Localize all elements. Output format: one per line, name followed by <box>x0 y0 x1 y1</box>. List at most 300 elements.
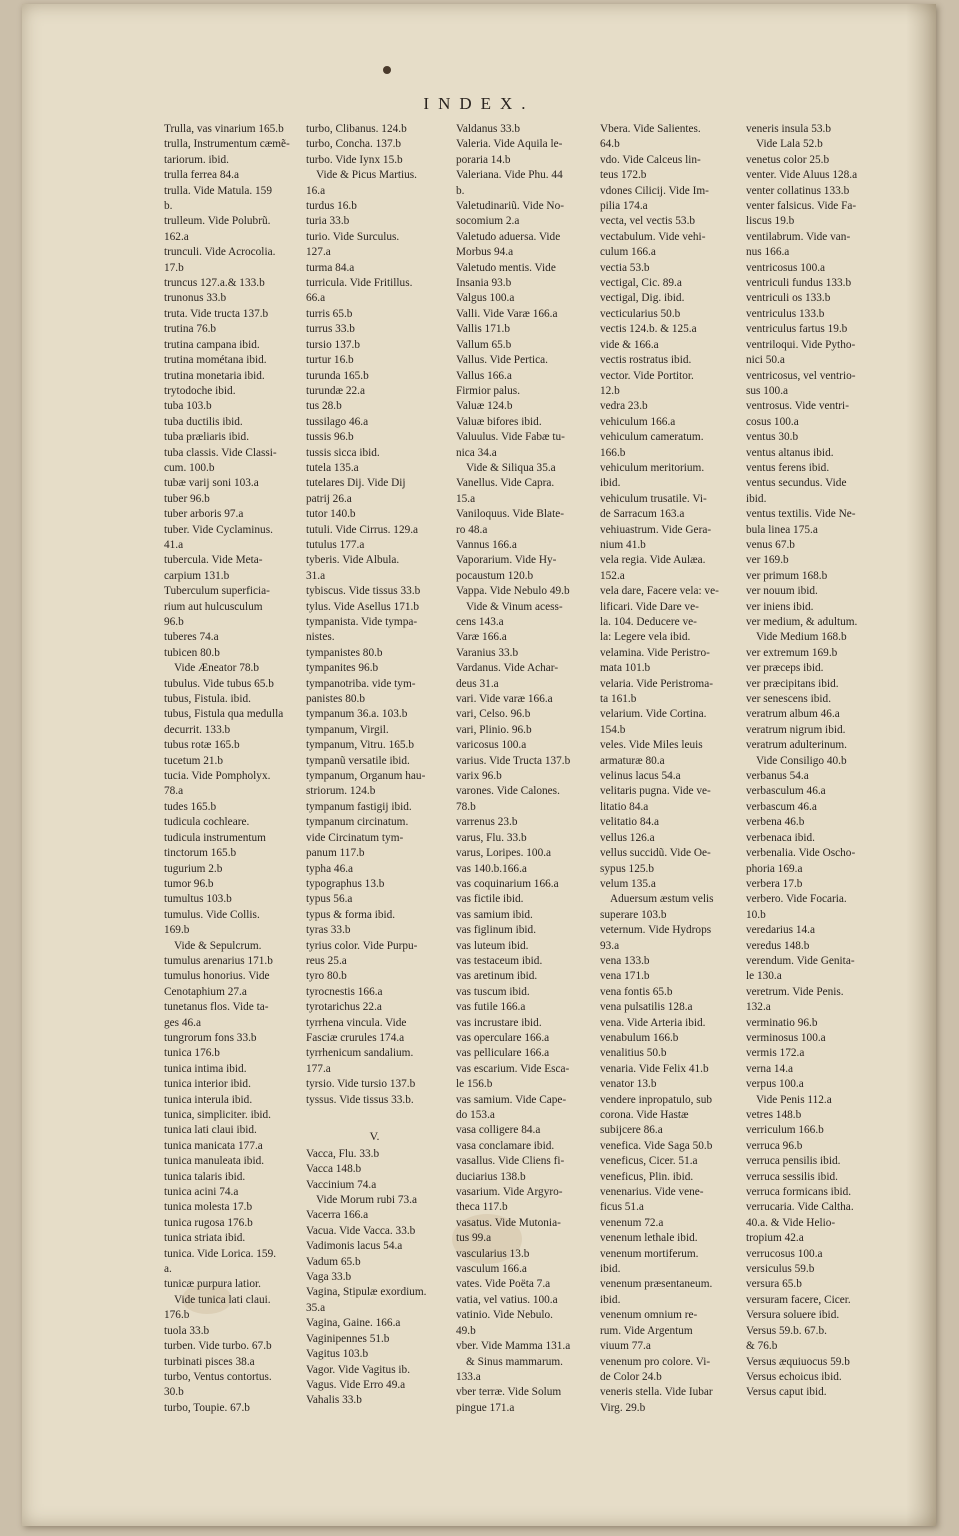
index-entry: veratrum album 46.a <box>746 708 840 721</box>
index-entry: tyssus. Vide tissus 33.b. <box>306 1093 414 1106</box>
index-entry: turben. Vide turbo. 67.b <box>164 1340 272 1353</box>
index-entry: vdones Cilicij. Vide Im- <box>600 184 709 197</box>
index-entry: ventriloqui. Vide Pytho- <box>746 338 856 351</box>
index-entry: pilia 174.a <box>600 200 648 213</box>
index-entry: ges 46.a <box>164 1016 202 1029</box>
index-entry: venenum mortiferum. <box>600 1247 699 1260</box>
index-entry: Vagor. Vide Vagitus ib. <box>306 1363 411 1376</box>
index-entry: tympanotriba. vide tym- <box>306 677 416 690</box>
index-entry: Vaccinium 74.a <box>306 1178 377 1191</box>
index-entry: Vide Medium 168.b <box>756 631 847 644</box>
index-entry: vendere inpropatulo, sub <box>600 1093 712 1106</box>
index-entry: superare 103.b <box>600 908 667 921</box>
index-entry: tympanum, Virgil. <box>306 723 389 736</box>
index-entry: venter. Vide Aluus 128.a <box>746 169 858 182</box>
index-entry: verbenaca ibid. <box>746 831 816 844</box>
index-entry: Vacua. Vide Vacca. 33.b <box>306 1224 416 1237</box>
index-entry: tunica striata ibid. <box>164 1232 246 1245</box>
index-entry: tuba ductilis ibid. <box>164 415 243 428</box>
index-entry: venenum omnium re- <box>600 1309 698 1322</box>
index-entry: Vacerra 166.a <box>306 1209 369 1222</box>
index-entry: varus, Loripes. 100.a <box>456 847 552 860</box>
index-entry: tunica talaris ibid. <box>164 1170 246 1183</box>
index-entry: ventriculi fundus 133.b <box>746 277 852 290</box>
index-entry: vectigal, Cic. 89.a <box>600 277 682 290</box>
index-entry: turbo, Clibanus. 124.b <box>306 123 407 135</box>
index-entry: ventriculus fartus 19.b <box>746 323 848 336</box>
index-entry: ventilabrum. Vide van- <box>746 230 851 243</box>
index-entry: nica 34.a <box>456 446 497 459</box>
index-entry: Vaporarium. Vide Hy- <box>456 554 557 567</box>
index-entry: vasculum 166.a <box>456 1263 527 1276</box>
index-entry: 176.b <box>164 1309 190 1322</box>
index-entry: tumulus. Vide Collis. <box>164 908 260 921</box>
index-entry: tybiscus. Vide tissus 33.b <box>306 585 421 598</box>
index-entry: tunicæ purpura latior. <box>164 1278 261 1291</box>
index-entry: tuba præliaris ibid. <box>164 431 250 444</box>
index-entry: venenum 72.a <box>600 1216 664 1229</box>
index-entry: tubus rotæ 165.b <box>164 739 240 752</box>
index-entry: tyrrhena vincula. Vide <box>306 1016 407 1029</box>
index-entry: typha 46.a <box>306 862 354 875</box>
index-entry: ta 161.b <box>600 693 637 706</box>
index-entry: 152.a <box>600 569 625 582</box>
index-entry: tuberes 74.a <box>164 631 219 644</box>
index-entry: ventus ferens ibid. <box>746 461 830 474</box>
index-entry: Vide Penis 112.a <box>756 1093 832 1106</box>
index-entry: tutelares Dij. Vide Dij <box>306 477 406 490</box>
index-entry: la. 104. Deducere ve- <box>600 616 697 628</box>
index-entry: tuber. Vide Cyclaminus. <box>164 523 273 536</box>
index-entry: Vbera. Vide Salientes. <box>600 123 701 135</box>
index-entry: 78.b <box>456 800 476 813</box>
index-entry: vatinio. Vide Nebulo. <box>456 1309 554 1322</box>
index-entry: decurrit. 133.b <box>164 723 231 736</box>
index-entry: striorum. 124.b <box>306 785 376 798</box>
index-entry: vas samium ibid. <box>456 908 533 921</box>
index-entry: b. <box>164 200 173 213</box>
index-entry: verbena 46.b <box>746 816 805 829</box>
index-entry: tungrorum fons 33.b <box>164 1031 257 1044</box>
index-entry: vela regia. Vide Aulæa. <box>600 554 706 567</box>
index-entry: ventus 30.b <box>746 431 799 444</box>
index-entry <box>306 1108 443 1123</box>
index-entry: nistes. <box>306 631 335 644</box>
index-entry: Vacca 148.b <box>306 1163 362 1176</box>
index-entry: varicosus 100.a <box>456 739 527 752</box>
index-entry: pingue 171.a <box>456 1401 515 1414</box>
index-entry: veneficus, Plin. ibid. <box>600 1170 694 1183</box>
index-entry: 15.a <box>456 492 476 505</box>
index-entry: tutor 140.b <box>306 508 356 521</box>
index-entry: varrenus 23.b <box>456 816 518 829</box>
index-entry: vermis 172.a <box>746 1047 805 1060</box>
index-entry: tumulus arenarius 171.b <box>164 954 273 967</box>
index-entry: vas fictile ibid. <box>456 893 524 906</box>
index-entry: vber. Vide Mamma 131.a <box>456 1340 571 1353</box>
index-entry: vetres 148.b <box>746 1109 802 1121</box>
index-entry: 31.a <box>306 569 326 582</box>
index-entry: turia 33.b <box>306 215 350 228</box>
index-entry: verendum. Vide Genita- <box>746 954 855 967</box>
index-entry: vdo. Vide Calceus lin- <box>600 153 701 166</box>
index-entry: Vide Consiligo 40.b <box>756 754 847 767</box>
index-entry: trunculi. Vide Acrocolia. <box>164 246 276 259</box>
index-entry: venator 13.b <box>600 1078 657 1091</box>
index-entry: Vallis 171.b <box>456 323 510 336</box>
index-entry: venaria. Vide Felix 41.b <box>600 1062 709 1075</box>
index-entry: venenum præsentaneum. <box>600 1278 713 1291</box>
index-entry: verminatio 96.b <box>746 1016 818 1029</box>
index-column-5 <box>746 122 883 1399</box>
index-entry: vehiuastrum. Vide Gera- <box>600 523 712 536</box>
index-entry: tucia. Vide Pompholyx. <box>164 770 271 783</box>
section-letter: V. <box>369 1129 380 1144</box>
index-entry: do 153.a <box>456 1109 495 1121</box>
index-entry: vectigal, Dig. ibid. <box>600 292 685 305</box>
index-entry: Valetudo aduersa. Vide <box>456 230 561 243</box>
index-entry: velitaris pugna. Vide ve- <box>600 785 711 798</box>
index-entry: turdus 16.b <box>306 200 357 213</box>
index-entry: reus 25.a <box>306 954 347 967</box>
index-entry: lificari. Vide Dare ve- <box>600 600 699 613</box>
index-entry: tunica manicata 177.a <box>164 1139 263 1152</box>
index-entry: verbero. Vide Focaria. <box>746 893 847 906</box>
index-entry: corona. Vide Hastæ <box>600 1109 689 1121</box>
index-entry: panum 117.b <box>306 847 365 860</box>
index-entry: 93.a <box>600 939 620 952</box>
index-entry: versiculus 59.b <box>746 1263 815 1276</box>
index-entry: mata 101.b <box>600 662 651 675</box>
index-entry: Insania 93.b <box>456 277 512 290</box>
index-entry: tursio 137.b <box>306 338 360 351</box>
index-entry: Valeria. Vide Aquila le- <box>456 138 563 151</box>
index-entry: nici 50.a <box>746 354 785 367</box>
index-entry: vide & 166.a <box>600 338 659 351</box>
index-entry: turma 84.a <box>306 261 355 274</box>
index-entry: 30.b <box>164 1386 184 1399</box>
index-entry: vecta, vel vectis 53.b <box>600 215 696 228</box>
index-entry: tunica interula ibid. <box>164 1093 253 1106</box>
index-entry: venenum lethale ibid. <box>600 1232 698 1245</box>
index-entry: vela dare, Facere vela: ve- <box>600 585 719 598</box>
index-entry: tropium 42.a <box>746 1232 804 1245</box>
index-entry: le 156.b <box>456 1078 493 1091</box>
index-entry: Vide & Vinum acess- <box>466 600 563 613</box>
index-entry: tympanũ versatile ibid. <box>306 754 410 767</box>
index-entry: verna 14.a <box>746 1062 794 1075</box>
index-entry: armaturæ 80.a <box>600 754 665 767</box>
index-entry: 154.b <box>600 723 626 736</box>
index-entry: Versus caput ibid. <box>746 1386 827 1399</box>
index-entry: turunda 165.b <box>306 369 369 382</box>
index-entry: vasarium. Vide Argyro- <box>456 1186 563 1199</box>
index-entry: tympanites 96.b <box>306 662 379 675</box>
index-entry: Vallum 65.b <box>456 338 512 351</box>
index-entry: vectis 124.b. & 125.a <box>600 323 697 336</box>
index-entry: le 130.a <box>746 970 782 983</box>
index-entry: culum 166.a <box>600 246 656 259</box>
index-entry: tuber arboris 97.a <box>164 508 244 521</box>
index-entry: turris 65.b <box>306 307 353 320</box>
index-entry: verbenalia. Vide Oscho- <box>746 847 856 860</box>
index-entry: Varæ 166.a <box>456 631 507 644</box>
index-entry: Valuæ 124.b <box>456 400 513 413</box>
index-entry: tunica manuleata ibid. <box>164 1155 265 1168</box>
index-entry: cosus 100.a <box>746 415 799 428</box>
index-entry: Tuberculum superficia- <box>164 585 270 598</box>
index-entry: duciarius 138.b <box>456 1170 526 1183</box>
index-entry: verruca 96.b <box>746 1139 803 1152</box>
index-entry: 169.b <box>164 924 190 937</box>
index-entry: b. <box>456 184 465 197</box>
index-entry: venabulum 166.b <box>600 1031 679 1044</box>
index-entry: ver primum 168.b <box>746 569 828 582</box>
index-entry: 35.a <box>306 1301 326 1314</box>
index-entry: Valuulus. Vide Fabæ tu- <box>456 431 565 444</box>
index-entry: ver iniens ibid. <box>746 600 814 613</box>
index-entry: Vide & Siliqua 35.a <box>466 461 556 474</box>
index-entry: versura 65.b <box>746 1278 802 1291</box>
index-entry: vas samium. Vide Cape- <box>456 1093 567 1106</box>
index-entry: phoria 169.a <box>746 862 803 875</box>
index-entry: tunica interior ibid. <box>164 1078 251 1091</box>
index-entry: Vaginipennes 51.b <box>306 1332 390 1345</box>
index-entry: Morbus 94.a <box>456 246 514 259</box>
index-entry: tubulus. Vide tubus 65.b <box>164 677 274 690</box>
index-entry: Vaniloquus. Vide Blate- <box>456 508 564 521</box>
index-entry: 133.a <box>456 1370 481 1383</box>
index-entry: veratrum adulterinum. <box>746 739 848 752</box>
index-entry: veneris stella. Vide Iubar <box>600 1386 713 1399</box>
index-entry: tyrius color. Vide Purpu- <box>306 939 418 952</box>
index-entry: ver nouum ibid. <box>746 585 818 598</box>
index-entry: velum 135.a <box>600 877 656 890</box>
index-entry: vectabulum. Vide vehi- <box>600 230 706 243</box>
index-entry: veles. Vide Miles leuis <box>600 739 703 752</box>
index-entry: tympanum, Organum hau- <box>306 770 426 783</box>
index-entry: vasatus. Vide Mutonia- <box>456 1216 561 1229</box>
index-entry: tutuli. Vide Cirrus. 129.a <box>306 523 419 536</box>
index-entry: 41.a <box>164 538 184 551</box>
index-entry: Varanius 33.b <box>456 646 519 659</box>
index-entry: tympanistes 80.b <box>306 646 383 659</box>
index-entry: tuba 103.b <box>164 400 212 413</box>
index-entry: tucetum 21.b <box>164 754 223 767</box>
index-entry: theca 117.b <box>456 1201 508 1214</box>
index-entry: tubus, Fistula qua medulla <box>164 708 284 721</box>
index-entry: verbanus 54.a <box>746 770 809 783</box>
index-entry: tussis 96.b <box>306 431 354 444</box>
index-entry: vas operculare 166.a <box>456 1031 550 1044</box>
index-entry: vena fontis 65.b <box>600 985 673 998</box>
index-entry: tympanum circinatum. <box>306 816 409 829</box>
index-entry: Vadum 65.b <box>306 1255 361 1268</box>
index-entry: vates. Vide Poëta 7.a <box>456 1278 551 1291</box>
index-entry: tussis sicca ibid. <box>306 446 380 459</box>
index-entry: Vallus. Vide Pertica. <box>456 354 548 367</box>
index-entry: venetus color 25.b <box>746 153 830 166</box>
index-entry: deus 31.a <box>456 677 499 690</box>
index-entry: verbasculum 46.a <box>746 785 826 798</box>
book-page <box>22 4 936 1526</box>
index-entry: tuber 96.b <box>164 492 210 505</box>
index-entry: velarium. Vide Cortina. <box>600 708 707 721</box>
index-entry: ventus textilis. Vide Ne- <box>746 508 856 521</box>
index-entry: tudes 165.b <box>164 800 217 813</box>
index-entry: veredus 148.b <box>746 939 810 952</box>
index-entry: bula linea 175.a <box>746 523 818 536</box>
index-entry: vber terræ. Vide Solum <box>456 1386 562 1399</box>
index-entry: tunica rugosa 176.b <box>164 1216 253 1229</box>
index-entry: vasa conclamare ibid. <box>456 1139 555 1152</box>
index-entry: Valuæ bifores ibid. <box>456 415 542 428</box>
index-entry: vari, Celso. 96.b <box>456 708 531 721</box>
index-entry: typus & forma ibid. <box>306 908 396 921</box>
index-entry: verrucosus 100.a <box>746 1247 823 1260</box>
index-entry: varus, Flu. 33.b <box>456 831 527 844</box>
index-entry: liscus 19.b <box>746 215 795 228</box>
index-entry: 16.a <box>306 184 326 197</box>
index-entry: trutina campana ibid. <box>164 338 260 351</box>
index-entry: tunica. Vide Lorica. 159. <box>164 1247 277 1260</box>
index-entry: sypus 125.b <box>600 862 654 875</box>
index-entry: Versura soluere ibid. <box>746 1309 840 1322</box>
index-entry: Vide & Picus Martius. <box>316 169 417 182</box>
index-entry: venalitius 50.b <box>600 1047 667 1060</box>
index-entry: tunica, simpliciter. ibid. <box>164 1109 271 1121</box>
index-entry: trunonus 33.b <box>164 292 227 305</box>
index-entry: tubæ varij soni 103.a <box>164 477 259 490</box>
page-title: INDEX. <box>423 94 535 113</box>
index-entry: Versus echoicus ibid. <box>746 1370 842 1383</box>
index-entry: tuba classis. Vide Classi- <box>164 446 277 459</box>
index-entry: varix 96.b <box>456 770 502 783</box>
index-entry: vena. Vide Arteria ibid. <box>600 1016 706 1029</box>
index-entry: tumulus honorius. Vide <box>164 970 270 983</box>
index-entry: ibid. <box>600 477 621 490</box>
index-entry: tympanista. Vide tympa- <box>306 616 418 628</box>
index-entry: viuum 77.a <box>600 1340 651 1353</box>
index-entry: tympanum, Vitru. 165.b <box>306 739 414 752</box>
index-entry: tylus. Vide Asellus 171.b <box>306 600 420 613</box>
index-entry: Vannus 166.a <box>456 538 517 551</box>
index-entry: Vide Æneator 78.b <box>174 662 259 675</box>
index-entry: verruca pensilis ibid. <box>746 1155 841 1168</box>
index-entry: tunica 176.b <box>164 1047 220 1060</box>
index-entry: tunetanus flos. Vide ta- <box>164 1001 269 1014</box>
index-entry: verruca sessilis ibid. <box>746 1170 838 1183</box>
index-entry: vena pulsatilis 128.a <box>600 1001 693 1014</box>
index-entry: tyrocnestis 166.a <box>306 985 383 998</box>
index-entry: ventrosus. Vide ventri- <box>746 400 849 413</box>
index-entry: tyrrhenicum sandalium. <box>306 1047 414 1060</box>
index-entry: venus 67.b <box>746 538 795 551</box>
index-entry: Valdanus 33.b <box>456 123 521 135</box>
index-entry: panistes 80.b <box>306 693 365 706</box>
index-entry: Vagina, Gaine. 166.a <box>306 1317 401 1330</box>
index-entry: vedra 23.b <box>600 400 648 413</box>
index-entry: varones. Vide Calones. <box>456 785 560 798</box>
index-entry: venter collatinus 133.b <box>746 184 850 197</box>
index-entry: venenarius. Vide vene- <box>600 1186 704 1199</box>
index-entry: subijcere 86.a <box>600 1124 663 1137</box>
index-entry: ventricosus 100.a <box>746 261 826 274</box>
index-column-4 <box>600 122 737 1414</box>
index-entry: 17.b <box>164 261 184 274</box>
index-entry: 96.b <box>164 616 184 628</box>
index-entry: Cenotaphium 27.a <box>164 985 247 998</box>
index-entry: tutulus 177.a <box>306 538 365 551</box>
index-entry: Trulla, vas vinarium 165.b <box>164 123 284 135</box>
index-entry: cens 143.a <box>456 616 504 628</box>
index-entry: tympanum fastigij ibid. <box>306 800 412 813</box>
index-entry: vas luteum ibid. <box>456 939 529 952</box>
index-entry: turtur 16.b <box>306 354 354 367</box>
index-entry: Fasciæ crurules 174.a <box>306 1031 405 1044</box>
index-entry: vari, Plinio. 96.b <box>456 723 532 736</box>
index-entry: vellus succidũ. Vide Oe- <box>600 847 711 860</box>
index-entry: verruca formicans ibid. <box>746 1186 852 1199</box>
index-entry: tussilago 46.a <box>306 415 369 428</box>
index-entry: Vacca, Flu. 33.b <box>306 1147 380 1160</box>
index-entry: tariorum. ibid. <box>164 153 229 166</box>
index-entry: tuola 33.b <box>164 1324 210 1337</box>
index-entry: verminosus 100.a <box>746 1031 826 1044</box>
index-entry: Versus æquiuocus 59.b <box>746 1355 850 1368</box>
index-entry: verriculum 166.b <box>746 1124 824 1137</box>
index-entry: ver præceps ibid. <box>746 662 824 675</box>
index-entry: venter falsicus. Vide Fa- <box>746 200 857 213</box>
index-entry: trulla ferrea 84.a <box>164 169 239 182</box>
index-entry: tudicula cochleare. <box>164 816 250 829</box>
index-entry: vide Circinatum tym- <box>306 831 404 844</box>
index-entry: de Sarracum 163.a <box>600 508 685 521</box>
index-entry: Vappa. Vide Nebulo 49.b <box>456 585 570 598</box>
index-entry: Vaga 33.b <box>306 1271 352 1284</box>
index-entry: Vagina, Stipulæ exordium. <box>306 1286 427 1299</box>
index-entry: carpium 131.b <box>164 569 230 582</box>
index-entry: veretrum. Vide Penis. <box>746 985 844 998</box>
index-entry: tutela 135.a <box>306 461 359 474</box>
index-entry: rum. Vide Argentum <box>600 1324 693 1337</box>
index-entry: trulla, Instrumentum cæmẽ- <box>164 138 290 151</box>
index-entry: ibid. <box>746 492 767 505</box>
index-entry: a. <box>164 1263 172 1276</box>
index-entry: Vanellus. Vide Capra. <box>456 477 555 490</box>
index-entry: vas pelliculare 166.a <box>456 1047 550 1060</box>
index-entry: Vide Lala 52.b <box>756 138 823 151</box>
index-entry: veneficus, Cicer. 51.a <box>600 1155 698 1168</box>
index-entry: cum. 100.b <box>164 461 215 474</box>
index-entry: turbinati pisces 38.a <box>164 1355 255 1368</box>
index-entry: trutina 76.b <box>164 323 217 336</box>
index-entry: typus 56.a <box>306 893 353 906</box>
index-entry: turrus 33.b <box>306 323 355 336</box>
index-entry: tunica intima ibid. <box>164 1062 247 1075</box>
index-entry: vasa colligere 84.a <box>456 1124 541 1137</box>
index-entry: 66.a <box>306 292 326 305</box>
index-entry: Firmior palus. <box>456 384 521 397</box>
index-entry: vatia, vel vatius. 100.a <box>456 1293 558 1306</box>
index-entry: Valetudo mentis. Vide <box>456 261 556 274</box>
index-entry: turbo. Vide Iynx 15.b <box>306 153 403 166</box>
index-entry: tumor 96.b <box>164 877 214 890</box>
index-entry: turundæ 22.a <box>306 384 365 397</box>
index-entry: ventricosus, vel ventrio- <box>746 369 856 382</box>
index-entry: Vahalis 33.b <box>306 1394 362 1407</box>
index-entry: nium 41.b <box>600 538 646 551</box>
